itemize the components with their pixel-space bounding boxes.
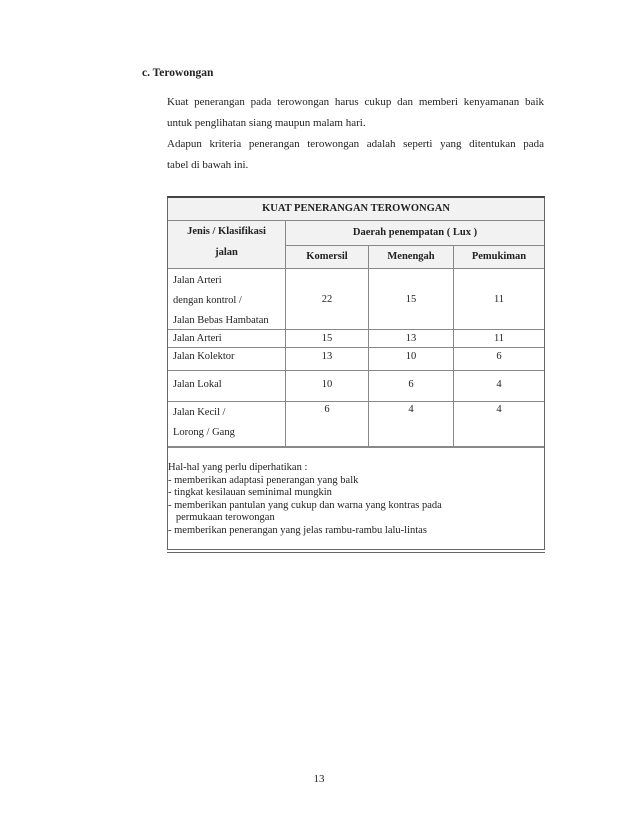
table-bottom-rule	[167, 552, 545, 553]
row-name	[168, 402, 286, 447]
lighting-table	[167, 196, 545, 553]
table-row	[168, 269, 544, 330]
paragraph-2-line-2: tabel di bawah ini.	[167, 159, 249, 171]
header-jenis-line-1: Jenis / Klasifikasi	[187, 226, 266, 237]
notes-item: - tingkat kesilauan seminimal mungkin	[168, 487, 332, 498]
table-row	[168, 402, 544, 447]
value-pemukiman: 11	[454, 269, 545, 330]
page-number: 13	[313, 773, 325, 785]
row-name: Jalan Arteri	[168, 330, 286, 348]
value-menengah: 10	[369, 348, 454, 371]
value-menengah: 4	[369, 402, 454, 447]
table-row	[168, 348, 544, 371]
row-name-line: Jalan Arteri	[173, 275, 222, 286]
table-row	[168, 371, 544, 402]
value-menengah: 6	[369, 371, 454, 402]
notes-item: - memberikan pantulan yang cukup dan warna yang kontras pada	[168, 499, 442, 511]
paragraph-2	[167, 134, 544, 176]
value-pemukiman: 4	[454, 402, 545, 447]
value-pemukiman: 4	[454, 371, 545, 402]
paragraph-1-line-2: untuk penglihatan siang maupun malam hari.	[167, 117, 366, 129]
row-name-line: Jalan Kecil /	[173, 407, 226, 418]
row-name-line: Jalan Bebas Hambatan	[173, 315, 269, 326]
value-komersil: 15	[286, 330, 369, 348]
header-jenis	[168, 221, 286, 269]
row-name: Jalan Lokal	[168, 371, 286, 402]
value-pemukiman: 6	[454, 348, 545, 371]
value-komersil: 22	[286, 269, 369, 330]
table-title: KUAT PENERANGAN TEROWONGAN	[168, 198, 544, 221]
section-heading: c. Terowongan	[142, 67, 214, 79]
paragraph-1-line-1: Kuat penerangan pada terowongan harus cukup dan memberi kenyamanan baik	[167, 96, 544, 108]
row-name	[168, 269, 286, 330]
value-menengah: 15	[369, 269, 454, 330]
header-menengah: Menengah	[369, 246, 454, 269]
notes-item: - memberikan adaptasi penerangan yang balk	[168, 474, 359, 486]
header-pemukiman: Pemukiman	[454, 246, 545, 269]
row-name: Jalan Kolektor	[168, 348, 286, 371]
value-komersil: 6	[286, 402, 369, 447]
header-daerah: Daerah penempatan ( Lux )	[286, 221, 545, 246]
header-jenis-line-2: jalan	[215, 247, 238, 258]
paragraph-1	[167, 92, 544, 134]
value-komersil: 10	[286, 371, 369, 402]
header-komersil: Komersil	[286, 246, 369, 269]
table-row	[168, 330, 544, 348]
row-name-line: Lorong / Gang	[173, 427, 235, 438]
table-notes	[168, 447, 544, 549]
value-pemukiman: 11	[454, 330, 545, 348]
notes-title: Hal-hal yang perlu diperhatikan :	[168, 462, 308, 473]
notes-item: - memberikan penerangan yang jelas rambu-rambu lalu-lintas	[168, 524, 427, 536]
value-komersil: 13	[286, 348, 369, 371]
value-menengah: 13	[369, 330, 454, 348]
paragraph-2-line-1: Adapun kriteria penerangan terowongan adalah seperti yang ditentukan pada	[167, 138, 544, 150]
row-name-line: dengan kontrol /	[173, 295, 242, 306]
notes-item: permukaan terowongan	[168, 512, 275, 523]
